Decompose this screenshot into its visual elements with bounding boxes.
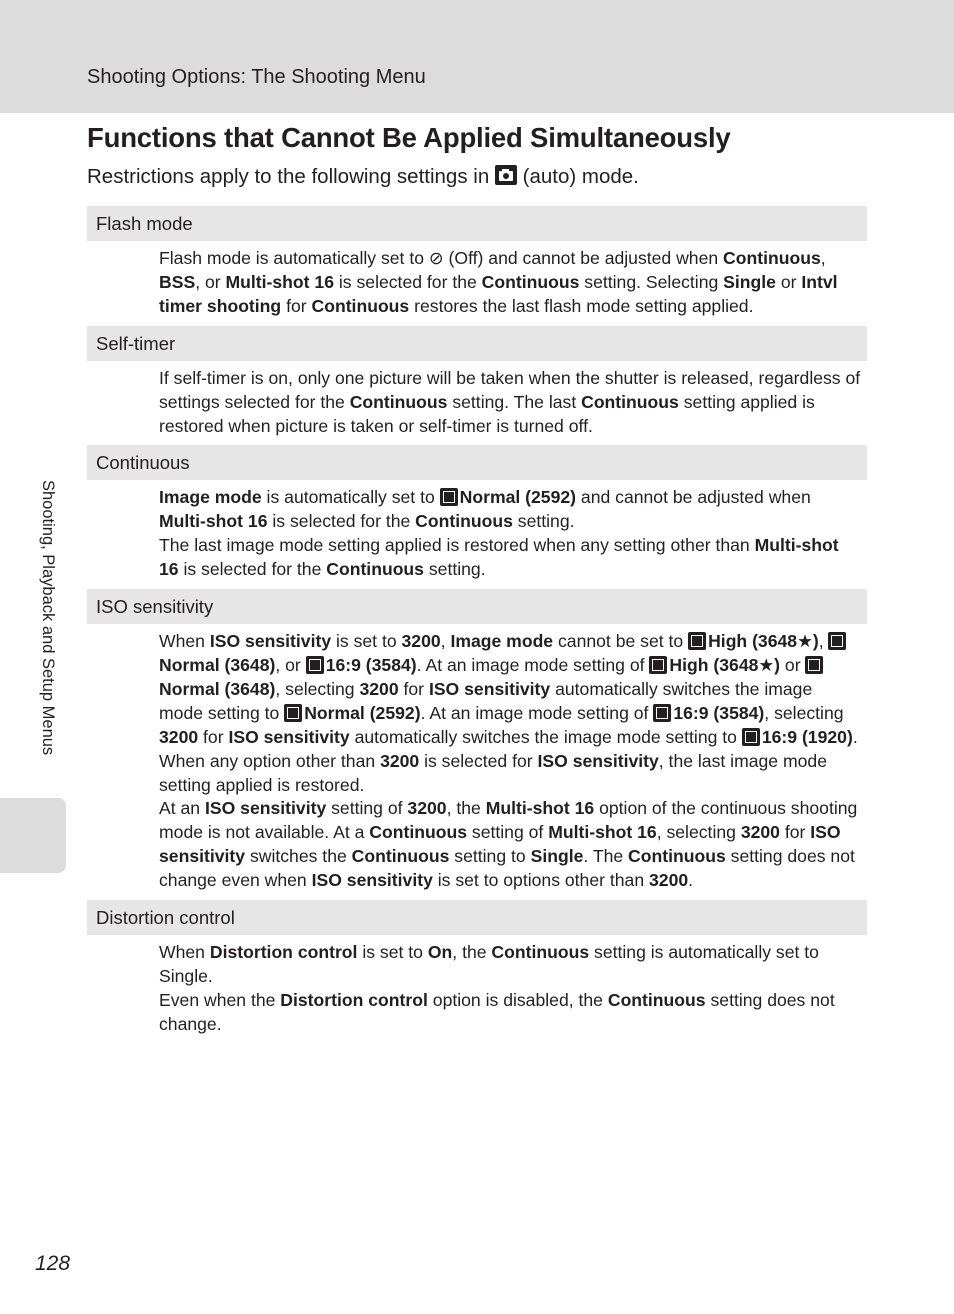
bold-term: 16:9 (1920) <box>761 726 853 747</box>
text-run: or <box>780 654 806 675</box>
text-run: setting applied is restored when picture is taken or self-timer is turned off. <box>159 391 815 436</box>
text-run: . At an image mode setting of <box>420 702 654 723</box>
text-run: . The <box>583 846 629 867</box>
section-tab <box>0 798 66 873</box>
bold-term: Normal (3648) <box>159 678 276 699</box>
bold-term: Continuous <box>481 271 580 292</box>
section-header: Continuous <box>87 445 867 480</box>
bold-term: On <box>427 942 453 963</box>
text-run: , selecting <box>656 822 741 843</box>
auto-mode-camera-icon <box>495 165 517 185</box>
text-run: is selected for <box>419 750 538 771</box>
bold-term: Single <box>530 846 584 867</box>
text-run: is set to options other than <box>432 870 650 891</box>
text-run: . <box>688 870 694 891</box>
bold-term: Continuous <box>369 822 468 843</box>
bold-term: ISO sensitivity <box>228 726 350 747</box>
text-run: setting of <box>467 822 549 843</box>
text-run: option is disabled, the <box>427 989 608 1010</box>
section-body <box>87 480 867 589</box>
section-paragraph <box>159 941 861 989</box>
image-mode-16-9-7m-icon <box>653 704 671 722</box>
side-section-label: Shooting, Playback and Setup Menus <box>39 480 57 756</box>
bold-term: ISO sensitivity <box>209 631 332 652</box>
bold-term: Multi-shot 16 <box>485 798 595 819</box>
bold-term: 3200 <box>649 870 689 891</box>
image-mode-10m-icon <box>828 632 846 650</box>
text-run: for <box>779 822 811 843</box>
header-band <box>0 0 954 113</box>
text-run: When <box>159 631 210 652</box>
page-number: 128 <box>35 1252 71 1275</box>
intro-after: (auto) mode. <box>516 165 639 188</box>
text-run: switches the <box>245 846 352 867</box>
bold-term: Continuous <box>607 989 706 1010</box>
bold-term: Continuous <box>351 846 450 867</box>
bold-term: Distortion control <box>280 989 428 1010</box>
text-run: (Off) and cannot be adjusted when <box>443 248 724 268</box>
bold-term: Single <box>723 271 776 292</box>
bold-term: Continuous <box>349 391 448 412</box>
section-paragraph <box>159 534 861 582</box>
text-run: , <box>818 631 829 652</box>
text-run: , <box>820 248 826 268</box>
page-title: Functions that Cannot Be Applied Simultaneously <box>87 122 731 153</box>
text-run: for <box>198 726 229 747</box>
bold-term: ISO sensitivity <box>159 822 841 867</box>
text-run: At an <box>159 798 205 819</box>
bold-term: 3200 <box>380 750 420 771</box>
bold-term: 3200 <box>401 631 441 652</box>
image-mode-10m-fine-icon <box>688 632 706 650</box>
bold-term: Multi-shot 16 <box>159 511 268 532</box>
text-run: is selected for the <box>334 271 482 292</box>
bold-term: Continuous <box>491 942 590 963</box>
section-paragraph <box>159 630 861 797</box>
image-mode-16-9-7m-icon <box>306 656 324 674</box>
bold-term: Continuous <box>311 295 410 316</box>
bold-term: BSS <box>159 271 196 292</box>
bold-term: 3200 <box>359 678 399 699</box>
section-paragraph <box>159 247 861 319</box>
bold-term: Distortion control <box>209 942 358 963</box>
text-run: for <box>398 678 429 699</box>
intro-before: Restrictions apply to the following settings in <box>87 165 495 188</box>
text-run: is selected for the <box>267 511 416 532</box>
running-header: Shooting Options: The Shooting Menu <box>87 66 426 88</box>
bold-term: Image mode <box>159 487 262 508</box>
bold-term: Intvl timer shooting <box>159 271 838 316</box>
bold-term: Continuous <box>581 391 679 412</box>
bold-term: Continuous <box>723 248 821 268</box>
bold-term: Normal (3648) <box>159 654 276 675</box>
section-body <box>87 241 867 326</box>
text-run: setting. <box>512 511 575 532</box>
section-header: Self-timer <box>87 326 867 361</box>
text-run: automatically switches the image mode setting to <box>159 678 813 723</box>
section-body <box>87 935 867 1044</box>
bold-term: Multi-shot 16 <box>159 535 839 580</box>
text-run: is automatically set to <box>261 487 440 508</box>
bold-term: 16:9 (3584) <box>673 702 765 723</box>
bold-term: ISO sensitivity <box>428 678 551 699</box>
bold-term: Continuous <box>415 511 513 532</box>
bold-term: 16:9 (3584) <box>325 654 417 675</box>
text-run: is selected for the <box>178 559 327 580</box>
text-run: cannot be set to <box>553 631 689 652</box>
text-run: Flash mode is automatically set to <box>159 248 429 268</box>
bold-term: Normal (2592) <box>304 702 421 723</box>
text-run: and cannot be adjusted when <box>576 487 811 508</box>
bold-term: 3200 <box>159 726 199 747</box>
text-run: , the <box>452 942 492 963</box>
section-header: Distortion control <box>87 900 867 935</box>
section-paragraph <box>159 989 861 1037</box>
bold-term: Multi-shot 16 <box>225 271 334 292</box>
flash-off-icon: ⊘ <box>428 248 444 268</box>
text-run: setting is automatically set to Single. <box>159 942 819 986</box>
text-run: is set to <box>331 631 402 652</box>
intro-text <box>87 165 639 189</box>
text-run: automatically switches the image mode setting to <box>349 726 742 747</box>
text-run: setting. <box>423 559 486 580</box>
text-run: , selecting <box>764 702 844 723</box>
text-run: , selecting <box>275 678 360 699</box>
text-run: for <box>281 295 312 316</box>
bold-term: Normal (2592) <box>459 487 577 508</box>
text-run: restores the last flash mode setting applied. <box>409 295 754 316</box>
text-run: setting of <box>326 798 408 819</box>
text-run: setting. Selecting <box>579 271 724 292</box>
bold-term: 3200 <box>407 798 447 819</box>
bold-term: High (3648★) <box>669 654 781 675</box>
text-run: When <box>159 942 210 963</box>
image-mode-10m-icon <box>805 656 823 674</box>
text-run: , or <box>195 271 226 292</box>
text-run: setting to <box>449 846 531 867</box>
bold-term: Multi-shot 16 <box>548 822 657 843</box>
text-run: The last image mode setting applied is restored when any setting other than <box>159 535 755 556</box>
text-run: If self-timer is on, only one picture will be taken when the shutter is released, regardless of settings selected for the <box>159 367 861 412</box>
bold-term: ISO sensitivity <box>311 870 433 891</box>
section-paragraph <box>159 486 861 534</box>
bold-term: 3200 <box>740 822 780 843</box>
section-header: Flash mode <box>87 206 867 241</box>
section-header: ISO sensitivity <box>87 589 867 624</box>
image-mode-5m-icon <box>284 704 302 722</box>
bold-term: ISO sensitivity <box>204 798 327 819</box>
text-run: . When any option other than <box>159 726 858 771</box>
text-run: setting does not change even when <box>159 846 855 891</box>
section-body <box>87 624 867 900</box>
text-run: , the <box>446 798 486 819</box>
section-paragraph <box>159 367 861 439</box>
text-run: , or <box>275 654 306 675</box>
bold-term: Continuous <box>326 559 424 580</box>
bold-term: ISO sensitivity <box>537 750 659 771</box>
image-mode-16-9-2m-icon <box>742 728 760 746</box>
text-run: . At an image mode setting of <box>416 654 650 675</box>
bold-term: Image mode <box>450 631 554 652</box>
text-run: , the last image mode setting applied is restored. <box>159 750 827 795</box>
text-run: is set to <box>357 942 428 963</box>
bold-term: Continuous <box>628 846 726 867</box>
image-mode-10m-fine-icon <box>649 656 667 674</box>
text-run: setting does not change. <box>159 989 835 1034</box>
section-paragraph <box>159 797 861 893</box>
text-run: , <box>440 631 451 652</box>
text-run: setting. The last <box>447 391 582 412</box>
text-run: option of the continuous shooting mode is not available. At a <box>159 798 858 843</box>
restrictions-table <box>87 206 867 1044</box>
section-body <box>87 361 867 446</box>
text-run: or <box>775 271 802 292</box>
bold-term: High (3648★) <box>708 631 819 652</box>
text-run: Even when the <box>159 989 281 1010</box>
image-mode-5m-icon <box>440 488 458 506</box>
